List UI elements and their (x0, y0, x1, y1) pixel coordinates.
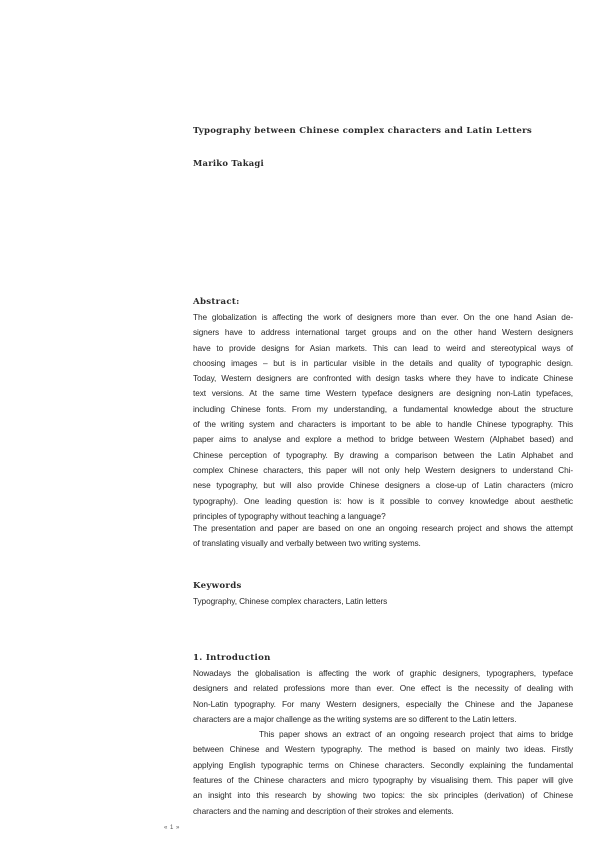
introduction-paragraph-2 (193, 727, 573, 819)
introduction-heading: 1. Introduction (193, 653, 271, 663)
abstract-line: The globalization is affecting the work of designers more than ever. On the one hand Asian de- (193, 312, 573, 322)
intro-line: an insight into this research by showing two topics: the six principles (derivation) of Chinese (193, 790, 573, 801)
abstract-line: text versions. At the same time Western typeface designers are designing non-Latin typefaces, (193, 388, 573, 399)
presentation-line: The presentation and paper are based on one an ongoing research project and shows the attempt (193, 523, 573, 533)
intro-line: characters and the naming and description of their strokes and elements. (193, 805, 454, 816)
intro-line: Nowadays the globalisation is affecting the work of graphic designers, typographers, typeface (193, 668, 573, 678)
keywords-text: Typography, Chinese complex characters, Latin letters (193, 596, 388, 606)
abstract-heading: Abstract: (193, 297, 240, 307)
abstract-line: including Chinese fonts. From my understanding, a fundamental knowledge about the structure (193, 403, 573, 414)
intro-line: designers and related professions more than ever. One effect is the necessity of dealing with (193, 683, 573, 694)
abstract-line: Today, Western designers are confronted with design tasks where they have to indicate Chinese (193, 373, 573, 384)
presentation-line: of translating visually and verbally between two writing systems. (193, 538, 421, 549)
abstract-line: nese typography, but will also provide Chinese designers a close-up of Latin characters (micro (193, 480, 573, 491)
abstract-line: Chinese perception of typography. By drawing a comparison between the Latin Alphabet and (193, 449, 573, 460)
intro-line: characters are a major challenge as the writing systems are so different to the Latin letters. (193, 713, 517, 724)
intro-line: features of the Chinese characters and micro typography by visualising them. This paper will give (193, 775, 573, 786)
intro-line: This paper shows an extract of an ongoing research project that aims to bridge (259, 729, 573, 740)
keywords-heading: Keywords (193, 581, 242, 591)
introduction-paragraph-1 (193, 666, 573, 727)
introduction-section (193, 651, 573, 819)
abstract-text (193, 310, 573, 524)
abstract-line: paper aims to analyse and explore a method to bridge between Western (Alphabet based) and (193, 434, 573, 445)
abstract-section (193, 295, 573, 524)
abstract-line: typography). One leading question is: how is it possible to convey knowledge about aesthetic (193, 495, 573, 506)
page-number: « 1 » (164, 825, 180, 831)
intro-line: applying English typographic terms on Chinese characters. Secondly explaining the fundamental (193, 759, 573, 770)
keywords-section (193, 579, 573, 609)
abstract-line: principles of typography without teaching a language? (193, 510, 386, 521)
intro-line: Non-Latin typography. For many Western designers, especially the Chinese and the Japanese (193, 698, 573, 709)
author-name: Mariko Takagi (193, 158, 264, 168)
abstract-line: of the writing system and characters is important to be able to handle Chinese typography. This (193, 419, 573, 430)
abstract-line: signers have to address international target groups and on the other hand Western designers (193, 327, 573, 338)
paper-title: Typography between Chinese complex characters and Latin Letters (193, 126, 532, 136)
intro-line: between Chinese and Western typography. The method is based on mainly two ideas. Firstly (193, 744, 573, 755)
abstract-line: choosing images – but is in particular visible in the details and quality of typographic design. (193, 357, 573, 368)
abstract-line: complex Chinese characters, this paper will not only help Western designers to understand Chi- (193, 464, 573, 475)
presentation-note (193, 521, 573, 552)
abstract-line: have to provide designs for Asian markets. This can lead to weird and stereotypical ways of (193, 342, 573, 353)
